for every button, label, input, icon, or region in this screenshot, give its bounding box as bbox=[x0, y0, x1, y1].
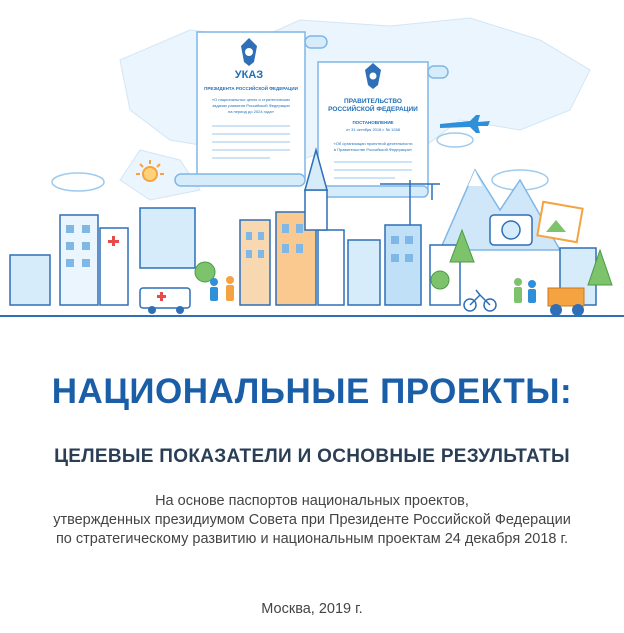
camera-icon bbox=[490, 215, 532, 245]
decree-body-line: «О национальных целях и стратегических bbox=[211, 97, 291, 102]
picture-icon bbox=[537, 202, 582, 242]
page-title: НАЦИОНАЛЬНЫЕ ПРОЕКТЫ: bbox=[51, 372, 573, 411]
government-doc-type: ПОСТАНОВЛЕНИЕ bbox=[352, 120, 394, 125]
decree-heading: УКАЗ bbox=[234, 69, 264, 81]
bicycle-icon bbox=[464, 290, 496, 311]
decree-document bbox=[175, 32, 327, 186]
description-line: На основе паспортов национальных проектов, bbox=[155, 493, 469, 509]
decree-body-line: задачах развития Российской Федерации bbox=[212, 103, 290, 108]
government-doc-date: от 31 октября 2018 г. № 1288 bbox=[346, 127, 400, 132]
description-line: по стратегическому развитию и национальным проектам 24 декабря 2018 г. bbox=[55, 531, 569, 547]
page-subtitle: ЦЕЛЕВЫЕ ПОКАЗАТЕЛИ И ОСНОВНЫЕ РЕЗУЛЬТАТЫ bbox=[54, 446, 570, 467]
government-heading-line: ПРАВИТЕЛЬСТВО bbox=[344, 98, 402, 105]
ambulance-icon bbox=[140, 288, 190, 314]
description bbox=[0, 492, 624, 549]
description-line: утвержденных президиумом Совета при Президенте Российской Федерации bbox=[53, 512, 571, 528]
government-document bbox=[305, 62, 448, 197]
decree-body-line: на период до 2024 года» bbox=[228, 109, 274, 114]
place-year: Москва, 2019 г. bbox=[261, 601, 363, 617]
decree-issuer: ПРЕЗИДЕНТА РОССИЙСКОЙ ФЕДЕРАЦИИ bbox=[204, 86, 298, 91]
government-body-line: «Об организации проектной деятельности bbox=[333, 141, 413, 146]
road-roller-icon bbox=[548, 288, 584, 316]
government-body-line: в Правительстве Российской Федерации» bbox=[333, 147, 413, 152]
government-heading-line: РОССИЙСКОЙ ФЕДЕРАЦИИ bbox=[328, 106, 418, 113]
